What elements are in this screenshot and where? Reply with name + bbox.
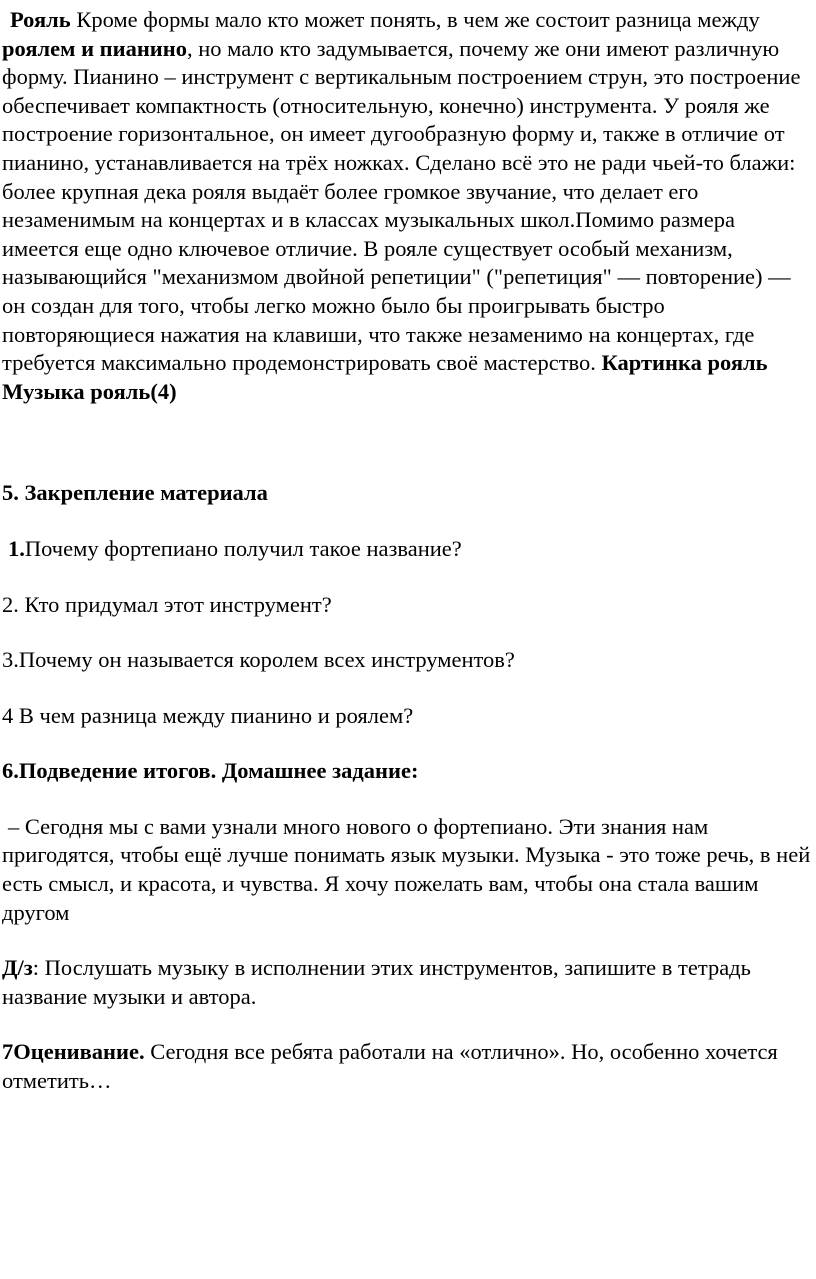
- intro-paragraph: [2, 6, 814, 406]
- bold-phrase: роялем и пианино: [2, 35, 187, 61]
- section-5-heading: [2, 479, 814, 508]
- question-2: [2, 591, 814, 620]
- grading-text: Сегодня все ребята работали на «отлично». Но, особенно хочется отметить…: [2, 1039, 778, 1094]
- summary-text: – Сегодня мы с вами узнали много нового о фортепиано. Эти знания нам пригодятся, чтобы ещё лучше понимать язык музыки. Музыка - это тоже речь, в ней есть смысл, и красота, и чувства. Я хочу пожелать вам, чтобы она стала вашим другом: [2, 813, 811, 925]
- grading-paragraph: [2, 1038, 814, 1095]
- intro-text-1: Кроме формы мало кто может понять, в чем же состоит разница между: [70, 7, 760, 32]
- homework-paragraph: [2, 954, 814, 1011]
- picture-reference: Картинка рояль Музыка рояль(4): [2, 350, 768, 404]
- homework-text: : Послушать музыку в исполнении этих инструментов, запишите в тетрадь название музыки и автора.: [2, 955, 751, 1009]
- section-6-heading: [2, 757, 814, 786]
- question-2-text: 2. Кто придумал этот инструмент?: [2, 591, 332, 617]
- section-5-heading-text: 5. Закрепление материала: [2, 480, 268, 506]
- grading-heading: 7Оценивание.: [2, 1039, 145, 1065]
- question-3-text: 3.Почему он называется королем всех инструментов?: [2, 647, 515, 673]
- section-6-heading-text: 6.Подведение итогов. Домашнее задание:: [2, 758, 419, 784]
- question-1-number: 1.: [8, 535, 25, 561]
- question-1: [2, 535, 814, 564]
- question-4-text: 4 В чем разница между пианино и роялем?: [2, 702, 414, 728]
- question-3: [2, 646, 814, 675]
- question-1-text: Почему фортепиано получил такое название?: [24, 535, 462, 561]
- question-4: [2, 702, 814, 731]
- intro-text-2: , но мало кто задумывается, почему же они имеют различную форму. Пианино – инструмент с вертикальным построением струн, это построение обеспечивает компактность (относительную, конечно) инструмента. У рояля же построение горизонтальное, он имеет дугообразную форму и, также в отличие от пианино, устанавливается на трёх ножках. Сделано всё это не ради чьей-то блажи: более крупная дека рояля выдаёт более громкое звучание, что делает его незаменимым на концертах и в классах музыкальных школ.Помимо размера имеется еще одно ключевое отличие. В рояле существует особый механизм, называющийся "механизмом двойной репетиции" ("репетиция" — повторение) — он создан для того, чтобы легко можно было бы проигрывать быстро повторяющиеся нажатия на клавиши, что также незаменимо на концертах, где требуется максимально продемонстрировать своё мастерство.: [2, 35, 801, 376]
- homework-label: Д/з: [2, 955, 33, 981]
- summary-paragraph: [2, 813, 814, 927]
- term-piano: Рояль: [10, 7, 71, 32]
